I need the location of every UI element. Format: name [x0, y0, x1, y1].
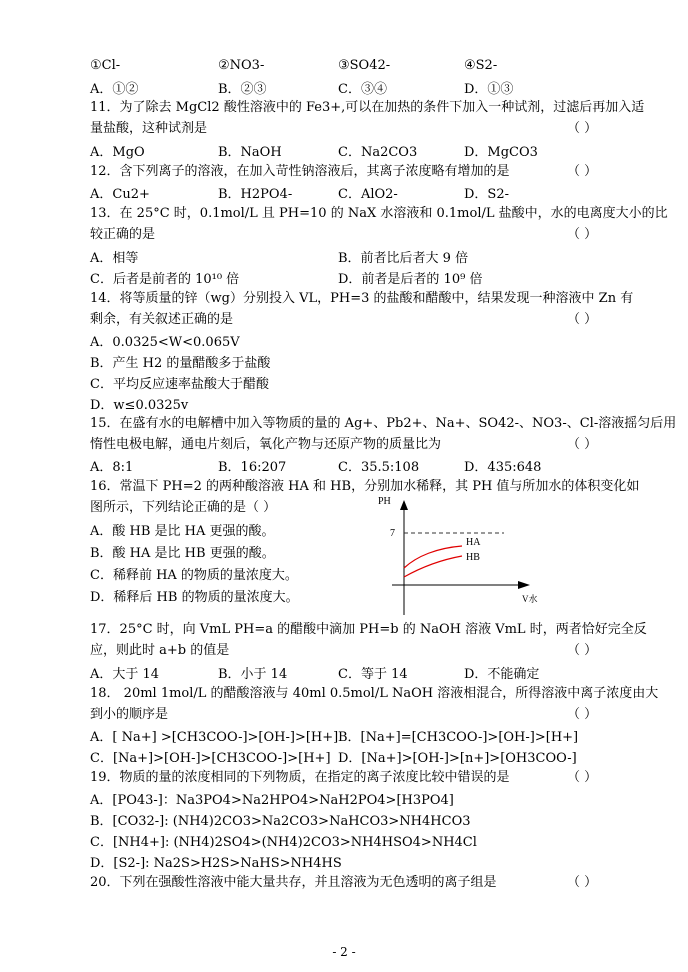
q10-choice-a: A．①② [90, 82, 139, 97]
q10-choice-d: D．①③ [464, 82, 514, 97]
q16-choice-a: A．酸 HB 是比 HA 更强的酸。 [90, 524, 275, 539]
q10-option-3: ③SO42- [338, 58, 391, 73]
q17-choice-a: A．大于 14 [90, 667, 160, 682]
q18-choice-a: A．[ Na+] >[CH3COO-]>[OH-]>[H+] [90, 730, 339, 745]
q12-choice-a: A．Cu2+ [90, 187, 150, 202]
q16-stem-line1: 16．常温下 PH=2 的两种酸溶液 HA 和 HB，分别加水稀释，其 PH 值与所加水的体积变化如 [90, 479, 640, 494]
q10-choice-b: B．②③ [218, 82, 267, 97]
q10-option-4: ④S2- [464, 58, 498, 73]
q12-answer-paren: （ ） [567, 164, 598, 179]
q18-stem-line1: 18． 20ml 1mol/L 的醋酸溶液与 40ml 0.5mol/L NaOH 溶液相混合，所得溶液中离子浓度由大 [90, 686, 659, 701]
q19-answer-paren: （ ） [567, 770, 598, 785]
q15-stem-line1: 15．在盛有水的电解槽中加入等物质的量的 Ag+、Pb2+、Na+、SO42-、NO3-、Cl-溶液摇匀后用 [90, 416, 677, 431]
q14-choice-d: D．w≤0.0325v [90, 398, 189, 413]
q15-answer-paren: （ ） [567, 437, 598, 452]
q13-stem-line2: 较正确的是 [90, 227, 156, 242]
q15-choice-b: B．16:207 [218, 460, 287, 475]
q17-stem-line2: 应，则此时 a+b 的值是 [90, 643, 230, 658]
page-number: - 2 - [332, 945, 356, 959]
q11-choice-c: C．Na2CO3 [338, 145, 418, 160]
q10-choice-c: C．③④ [338, 82, 387, 97]
y-axis-label: PH [378, 496, 391, 507]
q13-stem-line1: 13．在 25°C 时，0.1mol/L 且 PH=10 的 NaX 水溶液和 0.1mol/L 盐酸中，水的电离度大小的比 [90, 206, 668, 221]
q18-choice-c: C．[Na+]>[OH-]>[CH3COO-]>[H+] [90, 751, 331, 766]
q19-stem-line1: 19．物质的量的浓度相同的下列物质，在指定的离子浓度比较中错误的是 [90, 770, 510, 785]
q17-choice-d: D．不能确定 [464, 667, 540, 682]
q10-option-1: ①Cl- [90, 58, 121, 73]
q13-choice-d: D．前者是后者的 10⁹ 倍 [338, 272, 483, 287]
q14-stem-line2: 剩余，有关叙述正确的是 [90, 312, 234, 327]
q11-choice-b: B．NaOH [218, 145, 282, 160]
q19-choice-b: B．[CO32-]: (NH4)2CO3>Na2CO3>NaHCO3>NH4HCO3 [90, 814, 471, 829]
q17-choice-c: C．等于 14 [338, 667, 408, 682]
q14-stem-line1: 14．将等质量的锌（wg）分别投入 VL，PH=3 的盐酸和醋酸中，结果发现一种溶液中 Zn 有 [90, 291, 634, 306]
ph-dilution-graph [372, 490, 552, 615]
q11-choice-a: A．MgO [90, 145, 145, 160]
q11-answer-paren: （ ） [567, 121, 598, 136]
curve-ha-label: HA [466, 537, 481, 548]
q15-stem-line2: 惰性电极电解，通电片刻后，氧化产物与还原产物的质量比为 [90, 437, 442, 452]
q13-answer-paren: （ ） [567, 227, 598, 242]
q10-option-2: ②NO3- [218, 58, 265, 73]
q12-choice-b: B．H2PO4- [218, 187, 293, 202]
q14-choice-a: A．0.0325<W<0.065V [90, 335, 240, 350]
q16-choice-c: C．稀释前 HA 的物质的量浓度大。 [90, 568, 298, 583]
q18-choice-d: D．[Na+]>[OH-]>[n+]>[OH3COO-] [338, 751, 577, 766]
q13-choice-b: B．前者比后者大 9 倍 [338, 251, 469, 266]
q17-answer-paren: （ ） [567, 643, 598, 658]
q17-stem-line1: 17．25°C 时，向 VmL PH=a 的醋酸中滴加 PH=b 的 NaOH 溶液 VmL 时，两者恰好完全反 [90, 622, 647, 637]
q16-choice-b: B．酸 HA 是比 HB 更强的酸。 [90, 546, 275, 561]
q15-choice-c: C．35.5:108 [338, 460, 420, 475]
curve-hb-label: HB [466, 552, 480, 563]
y-axis-arrow [400, 500, 408, 510]
q18-choice-b: B．[Na+]=[CH3COO-]>[OH-]>[H+] [338, 730, 579, 745]
q20-answer-paren: （ ） [567, 875, 598, 890]
q16-choice-d: D．稀释后 HB 的物质的量浓度大。 [90, 590, 299, 605]
q20-stem-line1: 20．下列在强酸性溶液中能大量共存，并且溶液为无色透明的离子组是 [90, 875, 497, 890]
q14-answer-paren: （ ） [567, 312, 598, 327]
q11-stem-line2: 量盐酸，这种试剂是 [90, 121, 208, 136]
x-axis-arrow [518, 581, 530, 589]
q15-choice-a: A．8:1 [90, 460, 134, 475]
curve-ha [404, 546, 462, 568]
q14-choice-b: B．产生 H2 的量醋酸多于盐酸 [90, 356, 271, 371]
q14-choice-c: C．平均反应速率盐酸大于醋酸 [90, 377, 269, 392]
q12-choice-c: C．AlO2- [338, 187, 398, 202]
q11-stem-line1: 11．为了除去 MgCl2 酸性溶液中的 Fe3+,可以在加热的条件下加入一种试剂，过滤后再加入适 [90, 100, 645, 115]
curve-hb [404, 556, 462, 577]
q17-choice-b: B．小于 14 [218, 667, 288, 682]
q18-answer-paren: （ ） [567, 707, 598, 722]
q15-choice-d: D．435:648 [464, 460, 542, 475]
q12-choice-d: D．S2- [464, 187, 509, 202]
q19-choice-a: A．[PO43-]：Na3PO4>Na2HPO4>NaH2PO4>[H3PO4] [90, 793, 454, 808]
q12-stem-line1: 12．含下列离子的溶液，在加入苛性钠溶液后，其离子浓度略有增加的是 [90, 164, 510, 179]
q13-choice-a: A．相等 [90, 251, 139, 266]
q18-stem-line2: 到小的顺序是 [90, 707, 169, 722]
x-axis-label: V水 [522, 594, 538, 604]
q16-stem-line2: 图所示，下列结论正确的是（ ） [90, 500, 277, 515]
tick-7-label: 7 [390, 528, 395, 539]
q19-choice-c: C．[NH4+]: (NH4)2SO4>(NH4)2CO3>NH4HSO4>NH4Cl [90, 835, 477, 850]
q19-choice-d: D．[S2-]: Na2S>H2S>NaHS>NH4HS [90, 856, 342, 871]
q11-choice-d: D．MgCO3 [464, 145, 538, 160]
q13-choice-c: C．后者是前者的 10¹⁰ 倍 [90, 272, 240, 287]
